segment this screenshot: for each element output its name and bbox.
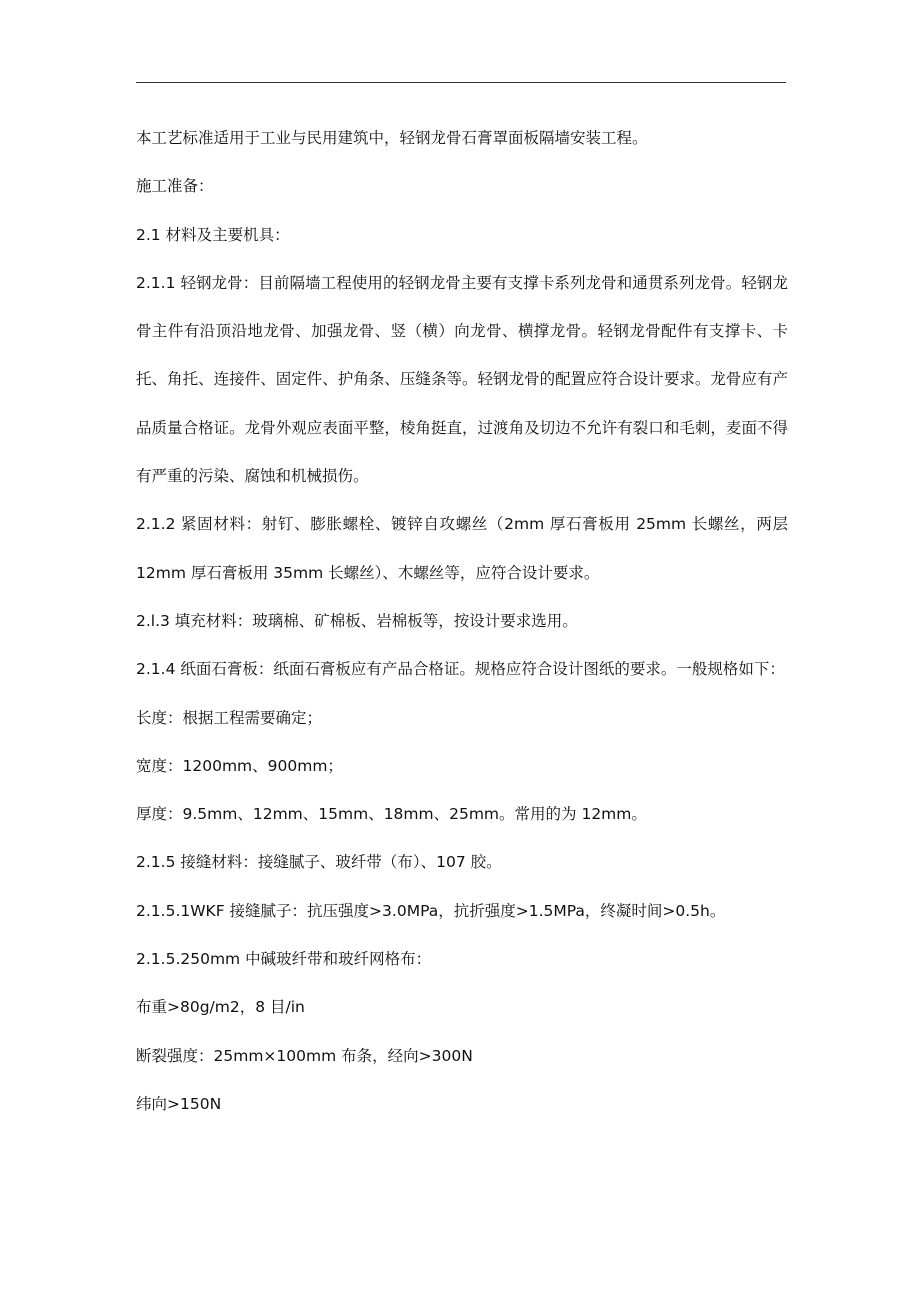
paragraph-cloth-weight: 布重>80g/m2，8 目/in: [136, 998, 305, 1017]
paragraph-thickness: 厚度：9.5mm、12mm、15mm、18mm、25mm。常用的为 12mm。: [136, 805, 647, 824]
paragraph-scope: 本工艺标准适用于工业与民用建筑中，轻钢龙骨石膏罩面板隔墙安装工程。: [136, 129, 648, 147]
paragraph-joint-materials: 2.1.5 接缝材料：接缝腻子、玻纤带（布）、107 胶。: [136, 853, 502, 872]
header-rule: [136, 82, 786, 83]
document-body: [136, 114, 788, 1128]
paragraph-weft-strength: 纬向>150N: [136, 1094, 222, 1113]
paragraph-wkf-putty: 2.1.5.1WKF 接缝腻子：抗压强度>3.0MPa，抗折强度>1.5MPa，终凝时间>0.5h。: [136, 901, 726, 920]
paragraph-width: 宽度：1200mm、900mm；: [136, 756, 343, 775]
paragraph-breaking-strength: 断裂强度：25mm×100mm 布条，经向>300N: [136, 1046, 473, 1065]
paragraph-light-steel-keel: 2.1.1 轻钢龙骨：目前隔墙工程使用的轻钢龙骨主要有支撑卡系列龙骨和通贯系列龙骨。轻钢龙骨主件有沿顶沿地龙骨、加强龙骨、竖（横）向龙骨、横撑龙骨。轻钢龙骨配件有支撑卡、卡托、角托、连接件、固定件、护角条、压缝条等。轻钢龙骨的配置应符合设计要求。龙骨应有产品质量合格证。龙骨外观应表面平整，棱角挺直，过渡角及切边不允许有裂口和毛刺，麦面不得有严重的污染、腐蚀和机械损伤。: [136, 273, 788, 486]
paragraph-preparation-heading: 施工准备：: [136, 177, 214, 196]
paragraph-fastening-materials: 2.1.2 紧固材料：射钉、膨胀螺栓、镀锌自攻螺丝（2mm 厚石膏板用 25mm 长螺丝，两层 12mm 厚石膏板用 35mm 长螺丝）、木螺丝等，应符合设计要求。: [136, 515, 788, 582]
paragraph-length: 长度：根据工程需要确定；: [136, 708, 323, 727]
paragraph-glass-fiber-tape: 2.1.5.250mm 中碱玻纤带和玻纤网格布：: [136, 950, 432, 969]
paragraph-gypsum-board: 2.1.4 纸面石膏板：纸面石膏板应有产品合格证。规格应符合设计图纸的要求。一般规格如下：: [136, 660, 785, 679]
paragraph-filling-materials: 2.l.3 填充材料：玻璃棉、矿棉板、岩棉板等，按设计要求选用。: [136, 611, 578, 630]
paragraph-materials-heading: 2.1 材料及主要机具：: [136, 225, 290, 244]
